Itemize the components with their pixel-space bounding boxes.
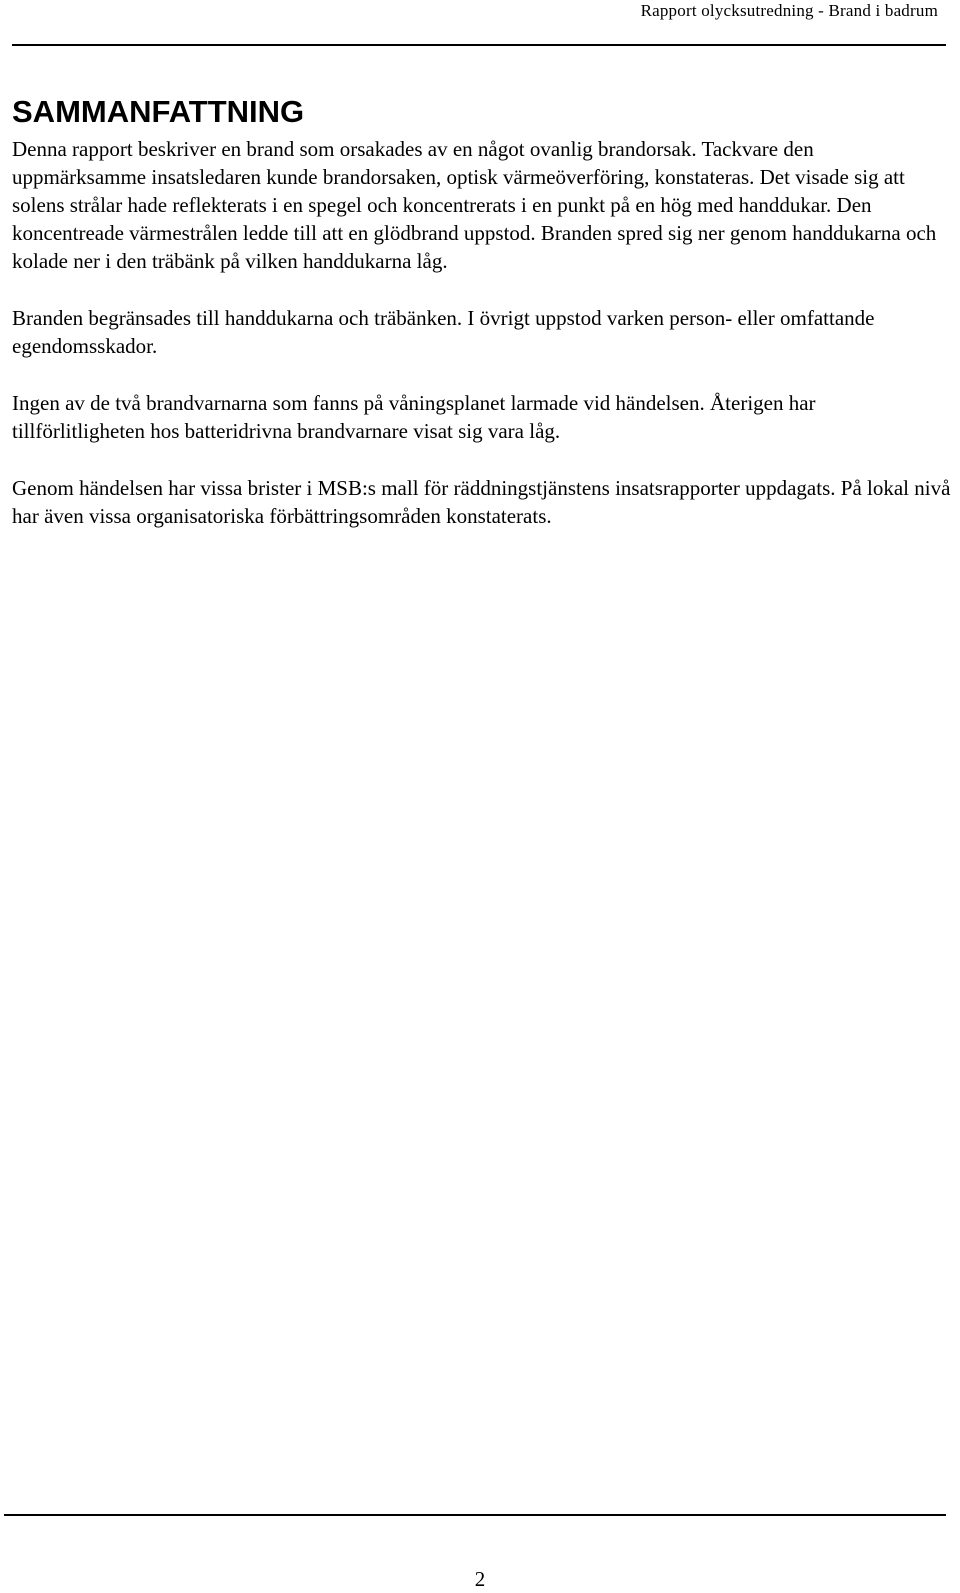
summary-paragraph-3: Ingen av de två brandvarnarna som fanns på våningsplanet larmade vid händelsen. Återigen har tillförlitligheten hos batteridrivna brandvarnare visat sig vara låg.: [12, 391, 816, 443]
footer-divider: [4, 1514, 946, 1516]
page-number: 2: [474, 1567, 486, 1591]
running-header: Rapport olycksutredning - Brand i badrum: [640, 1, 938, 20]
summary-paragraph-2: Branden begränsades till handdukarna och träbänken. I övrigt uppstod varken person- eller omfattande egendomsskador.: [12, 306, 875, 358]
summary-paragraph-1: Denna rapport beskriver en brand som orsakades av en något ovanlig brandorsak. Tackvare den uppmärksamme insatsledaren kunde brandorsaken, optisk värmeöverföring, konstateras. Det visade sig att solens strålar hade reflekterats i en spegel och koncentrerats i en punkt på en hög med handdukar. Den koncentreade värmestrålen ledde till att en glödbrand uppstod. Branden spred sig ner genom handdukarna och kolade ner i den träbänk på vilken handdukarna låg.: [12, 137, 937, 273]
header-divider: [12, 44, 946, 46]
summary-section: [12, 94, 952, 559]
section-heading: SAMMANFATTNING: [12, 94, 305, 129]
summary-paragraph-4: Genom händelsen har vissa brister i MSB:s mall för räddningstjänstens insatsrapporter uppdagats. På lokal nivå har även vissa organisatoriska förbättringsområden konstaterats.: [12, 476, 951, 528]
